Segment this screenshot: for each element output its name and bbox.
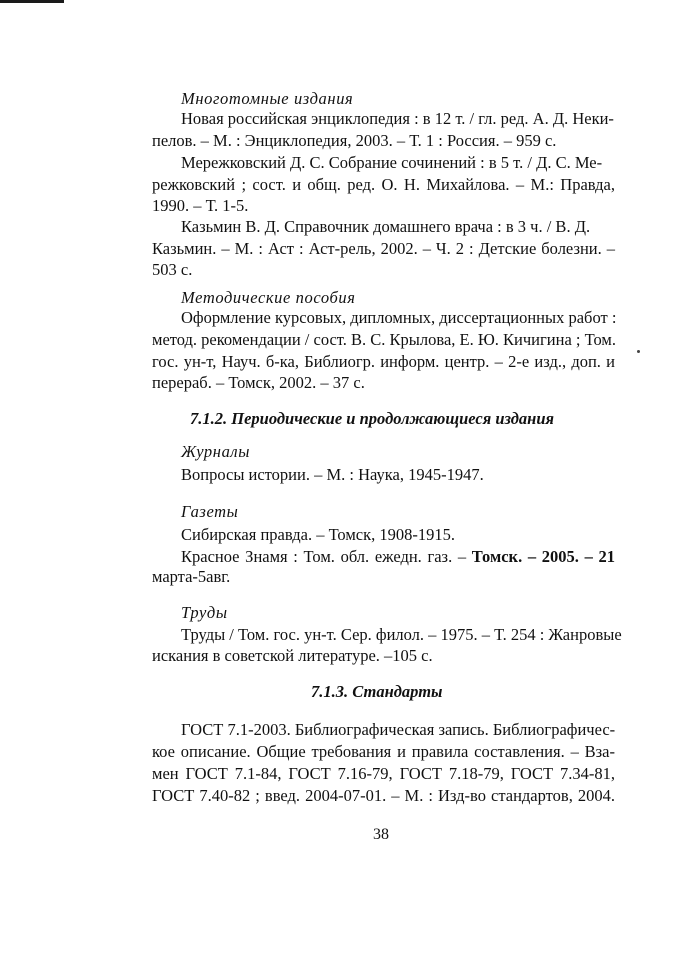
entry-line: кое описание. Общие требования и правила составления. – Вза- bbox=[152, 742, 615, 761]
entry-line: перераб. – Томск, 2002. – 37 с. bbox=[152, 373, 365, 392]
proceedings-heading: Труды bbox=[181, 603, 228, 622]
entry-line: Оформление курсовых, дипломных, диссертационных работ : bbox=[181, 308, 617, 327]
entry-line: метод. рекомендации / сост. В. С. Крылова, Е. Ю. Кичигина ; Том. bbox=[152, 330, 616, 349]
entry-text: Красное Знамя : Том. обл. ежедн. газ. – bbox=[181, 547, 472, 566]
entry-line: искания в советской литературе. –105 с. bbox=[152, 646, 433, 665]
entry-line: мен ГОСТ 7.1-84, ГОСТ 7.16-79, ГОСТ 7.18-79, ГОСТ 7.34-81, bbox=[152, 764, 615, 783]
entry-line: 1990. – Т. 1-5. bbox=[152, 196, 249, 215]
methodical-heading: Методические пособия bbox=[181, 288, 356, 307]
entry-text-bold: Томск. – 2005. – 21 bbox=[471, 547, 615, 566]
entry-line: Мережковский Д. С. Собрание сочинений : в 5 т. / Д. С. Ме- bbox=[181, 153, 603, 172]
multivolume-heading: Многотомные издания bbox=[181, 89, 354, 108]
entry-line: 503 с. bbox=[152, 260, 193, 279]
entry-line: ГОСТ 7.40-82 ; введ. 2004-07-01. – М. : Изд-во стандартов, 2004. bbox=[152, 786, 615, 805]
section-title-periodicals: 7.1.2. Периодические и продолжающиеся издания bbox=[190, 409, 554, 428]
entry-line: Труды / Том. гос. ун-т. Сер. филол. – 1975. – Т. 254 : Жанровые bbox=[181, 625, 622, 644]
entry-line: гос. ун-т, Науч. б-ка, Библиогр. информ. центр. – 2-е изд., доп. и bbox=[152, 352, 615, 371]
entry-line: пелов. – М. : Энциклопедия, 2003. – Т. 1 : Россия. – 959 с. bbox=[152, 131, 557, 150]
section-title-standards: 7.1.3. Стандарты bbox=[311, 682, 443, 701]
entry-line: марта-5авг. bbox=[152, 567, 231, 586]
entry-line: режковский ; сост. и общ. ред. О. Н. Михайлова. – М.: Правда, bbox=[152, 175, 615, 194]
entry-line: ГОСТ 7.1-2003. Библиографическая запись. Библиографичес- bbox=[181, 720, 616, 739]
page-number: 38 bbox=[373, 826, 389, 843]
entry-line: Новая российская энциклопедия : в 12 т. / гл. ред. А. Д. Неки- bbox=[181, 109, 614, 128]
entry-line: Сибирская правда. – Томск, 1908-1915. bbox=[181, 525, 455, 544]
entry-line: Казьмин. – М. : Аст : Аст-рель, 2002. – Ч. 2 : Детские болезни. – bbox=[152, 239, 615, 258]
entry-line: Вопросы истории. – М. : Наука, 1945-1947. bbox=[181, 465, 484, 484]
journals-heading: Журналы bbox=[181, 442, 250, 461]
entry-line: Казьмин В. Д. Справочник домашнего врача : в 3 ч. / В. Д. bbox=[181, 217, 591, 236]
newspapers-heading: Газеты bbox=[181, 502, 239, 521]
entry-line bbox=[181, 547, 615, 567]
